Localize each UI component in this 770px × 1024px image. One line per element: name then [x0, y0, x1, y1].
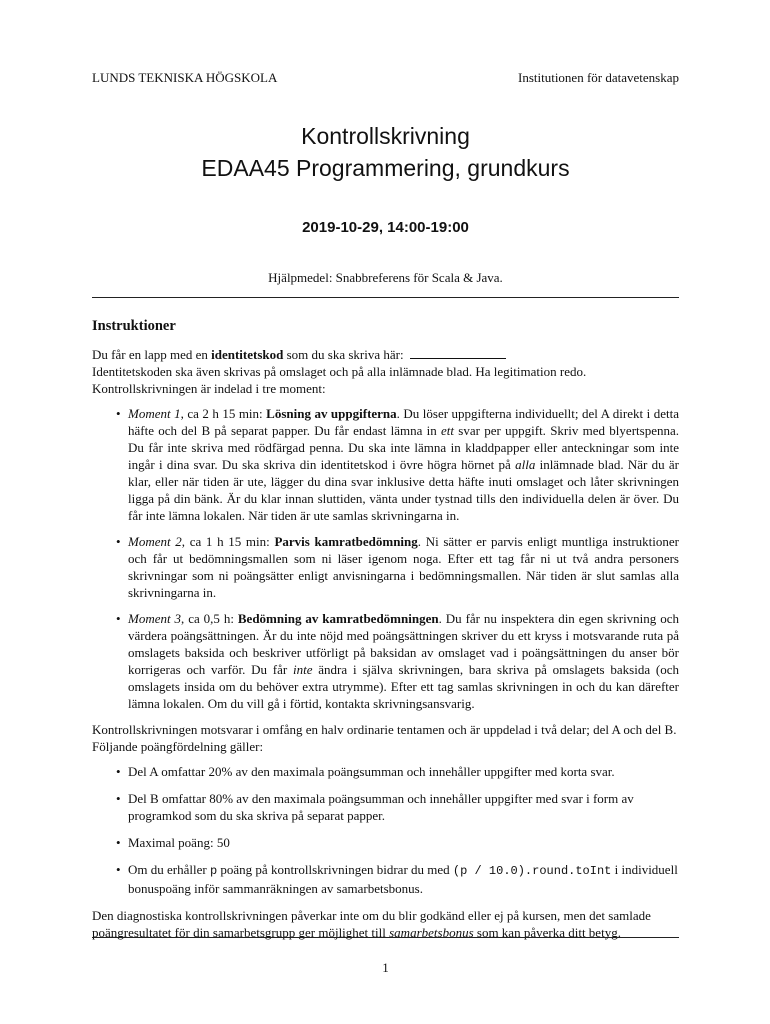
identity-info: Identitetskoden ska även skrivas på omslaget och på alla inlämnade blad. Ha legitimation redo. [92, 364, 587, 379]
points-part-b: • Del B omfattar 80% av den maximala poängsumman och innehåller uppgifter med svar i form av programkod som du ska skriva på separat papper. [116, 791, 634, 823]
points-bonus: • Om du erhåller p poäng på kontrollskrivningen bidrar du med (p / 10.0).round.toInt i individuell bonuspoäng inför sammanräkningen av samarbetsbonus. [116, 862, 678, 896]
title-line-2: EDAA45 Programmering, grundkurs [201, 155, 570, 181]
identity-code-term: identitetskod [211, 347, 284, 362]
department-name: Institutionen för datavetenskap [517, 70, 679, 85]
moment-1-label: Moment 1 [128, 406, 181, 421]
points-list [92, 763, 679, 897]
moment-1-item: • Moment 1, ca 2 h 15 min: Lösning av uppgifterna. Du löser uppgifterna individuellt; del A direkt i detta häfte och del B på separat papper. Du får endast lämna in ett svar per uppgift. Skriv med blyertspenna. Du får inte skriva med rödfärgad penna. Du ska inte lämna in kladdpapper eller anteckningar som inte ingår i dina svar. Du ska skriva din identitetskod i övre högra hörnet på alla inlämnade blad. När du är klar, eller när tiden är ute, lägger du dina svar inklusive detta häfte inuti omslaget och låter skrivningen ligga på din bänk. Är du klar innan sluttiden, vänta under tystnad tills den individuella delen är över. Du får inte lämna lokalen. När tiden är ute samlas skrivningarna in. [116, 406, 679, 523]
document-title [92, 120, 679, 184]
title-line-1: Kontrollskrivning [301, 123, 470, 149]
moment-3-label: Moment 3 [128, 611, 182, 626]
scope-paragraph: Kontrollskrivningen motsvarar i omfång en halv ordinarie tentamen och är uppdelad i två delar; del A och del B. Följande poängfördelning gäller: [92, 722, 677, 754]
university-name: LUNDS TEKNISKA HÖGSKOLA [92, 70, 278, 85]
page-number: 1 [382, 960, 389, 975]
moments-intro: Kontrollskrivningen är indelad i tre moment: [92, 381, 326, 396]
points-part-a: • Del A omfattar 20% av den maximala poängsumman och innehåller uppgifter med korta svar. [116, 764, 615, 779]
identity-code-blank [410, 358, 506, 359]
moment-2-item: • Moment 2, ca 1 h 15 min: Parvis kamratbedömning. Ni sätter er parvis enligt muntliga instruktioner och får ut bedömningsmallen som ni läser igenom noga. Efter ett tag får ni ut två andra personers skrivningar som ni poängsätter enligt anvisningarna i bedömningsmallen. När tiden är slut samlas alla skrivningarna in. [116, 534, 679, 600]
divider-top [92, 297, 679, 298]
moment-3-item: • Moment 3, ca 0,5 h: Bedömning av kamratbedömningen. Du får nu inspektera din egen skrivning och värdera poängsättningen. Är du inte nöjd med poängsättningen skriver du ett kryss i motsvarande ruta på omslagets baksida och beskriver utförligt på baksidan av omslaget vad i poängsättningen du anser bör korrigeras och varför. Du får inte ändra i själva skrivningen, bara skriva på omslagets baksida (och omslagets insida om du behöver extra utrymme). Efter ett tag samlas skrivningen in och du kan därefter lämna lokalen. Om du vill gå i förtid, kontakta skrivningsansvarig. [116, 611, 679, 711]
points-max: • Maximal poäng: 50 [116, 835, 230, 850]
exam-date: 2019-10-29, 14:00-19:00 [302, 219, 469, 236]
moments-list [92, 405, 679, 712]
bonus-formula-code: (p / 10.0).round.toInt [452, 864, 612, 878]
moment-2-label: Moment 2 [128, 534, 182, 549]
allowed-aids: Hjälpmedel: Snabbreferens för Scala & Java. [268, 270, 503, 285]
final-paragraph: Den diagnostiska kontrollskrivningen påverkar inte om du blir godkänd eller ej på kursen, men det samlade poängresultatet för din samarbetsgrupp ger möjlighet till samarbetsbonus som kan påverka ditt betyg. [92, 908, 651, 940]
instructions-heading: Instruktioner [92, 318, 176, 334]
instructions-section [92, 318, 679, 941]
identity-line: Du får en lapp med en identitetskod som du ska skriva här: [92, 346, 679, 363]
divider-bottom [92, 937, 679, 938]
